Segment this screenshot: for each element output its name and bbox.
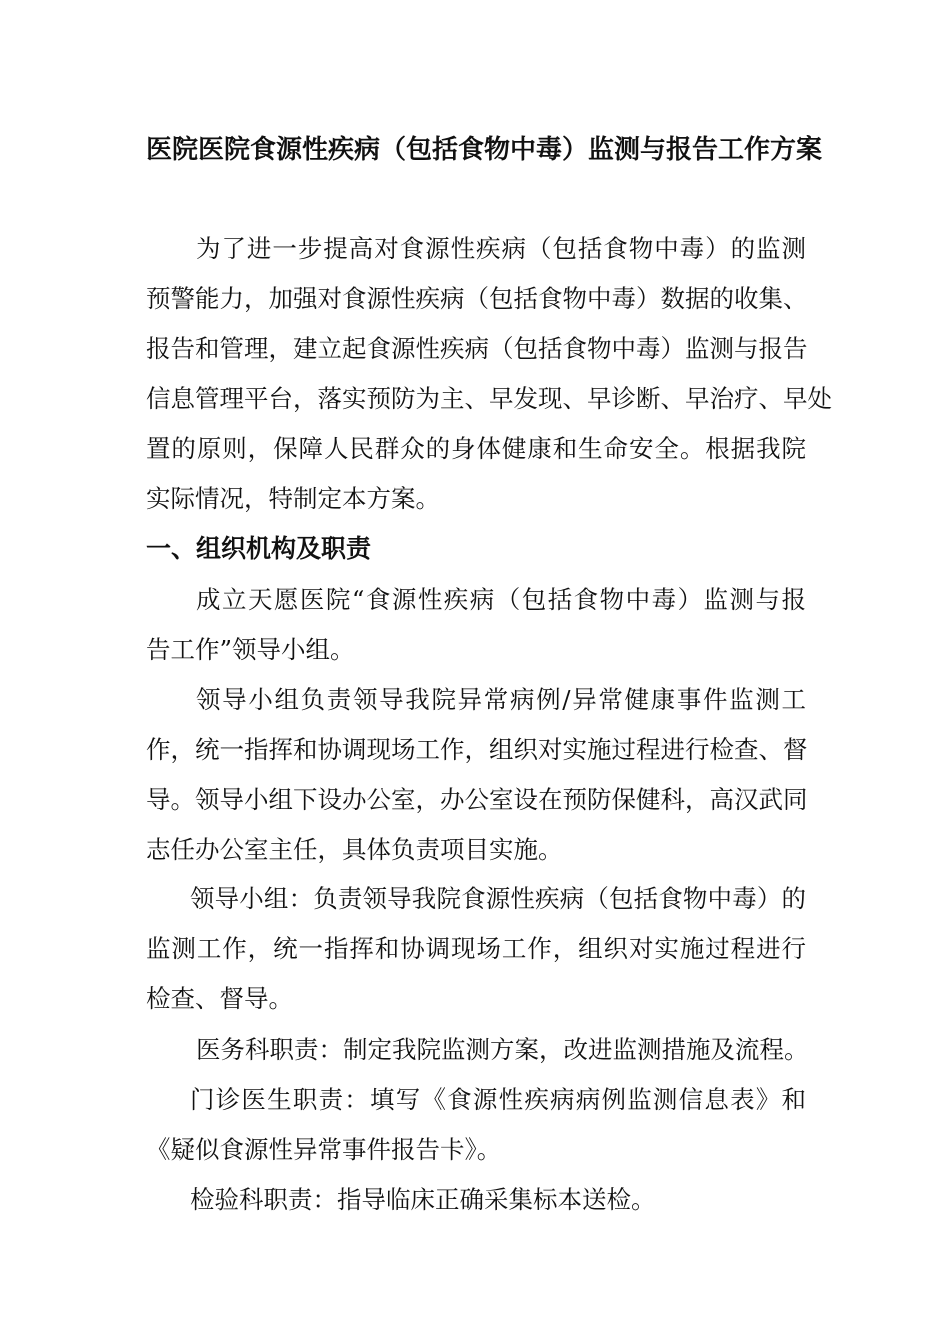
para-6-line-1: 检验科职责：指导临床正确采集标本送检。 [190,1185,656,1214]
intro-line-4: 信息管理平台，落实预防为主、早发现、早诊断、早治疗、早处 [146,384,832,413]
intro-line-5: 置的原则，保障人民群众的身体健康和生命安全。根据我院 [146,434,806,463]
para-2-line-1: 领导小组负责领导我院异常病例/异常健康事件监测工 [196,685,806,714]
para-1-line-1: 成立天愿医院“食源性疾病（包括食物中毒）监测与报 [196,585,806,614]
intro-line-1: 为了进一步提高对食源性疾病（包括食物中毒）的监测 [196,234,806,263]
intro-line-2: 预警能力，加强对食源性疾病（包括食物中毒）数据的收集、 [146,284,808,313]
para-3-line-1: 领导小组：负责领导我院食源性疾病（包括食物中毒）的 [190,884,806,913]
document-title: 医院医院食源性疾病（包括食物中毒）监测与报告工作方案 [146,135,823,165]
para-5-line-2: 《疑似食源性异常事件报告卡》。 [146,1135,502,1164]
para-5-line-1: 门诊医生职责：填写《食源性疾病病例监测信息表》和 [190,1085,806,1114]
para-2-line-3: 导。领导小组下设办公室，办公室设在预防保健科，高汉武同 [146,785,808,814]
para-2-line-2: 作，统一指挥和协调现场工作，组织对实施过程进行检查、督 [146,735,808,764]
para-3-line-3: 检查、督导。 [146,984,293,1013]
para-4-line-1: 医务科职责：制定我院监测方案，改进监测措施及流程。 [196,1035,809,1064]
section-1-heading: 一、组织机构及职责 [146,534,372,563]
para-1-line-2: 告工作”领导小组。 [146,635,355,664]
intro-line-6: 实际情况，特制定本方案。 [146,484,440,513]
para-3-line-2: 监测工作，统一指挥和协调现场工作，组织对实施过程进行 [146,934,806,963]
intro-line-3: 报告和管理，建立起食源性疾病（包括食物中毒）监测与报告 [146,334,808,363]
para-2-line-4: 志任办公室主任，具体负责项目实施。 [146,835,563,864]
